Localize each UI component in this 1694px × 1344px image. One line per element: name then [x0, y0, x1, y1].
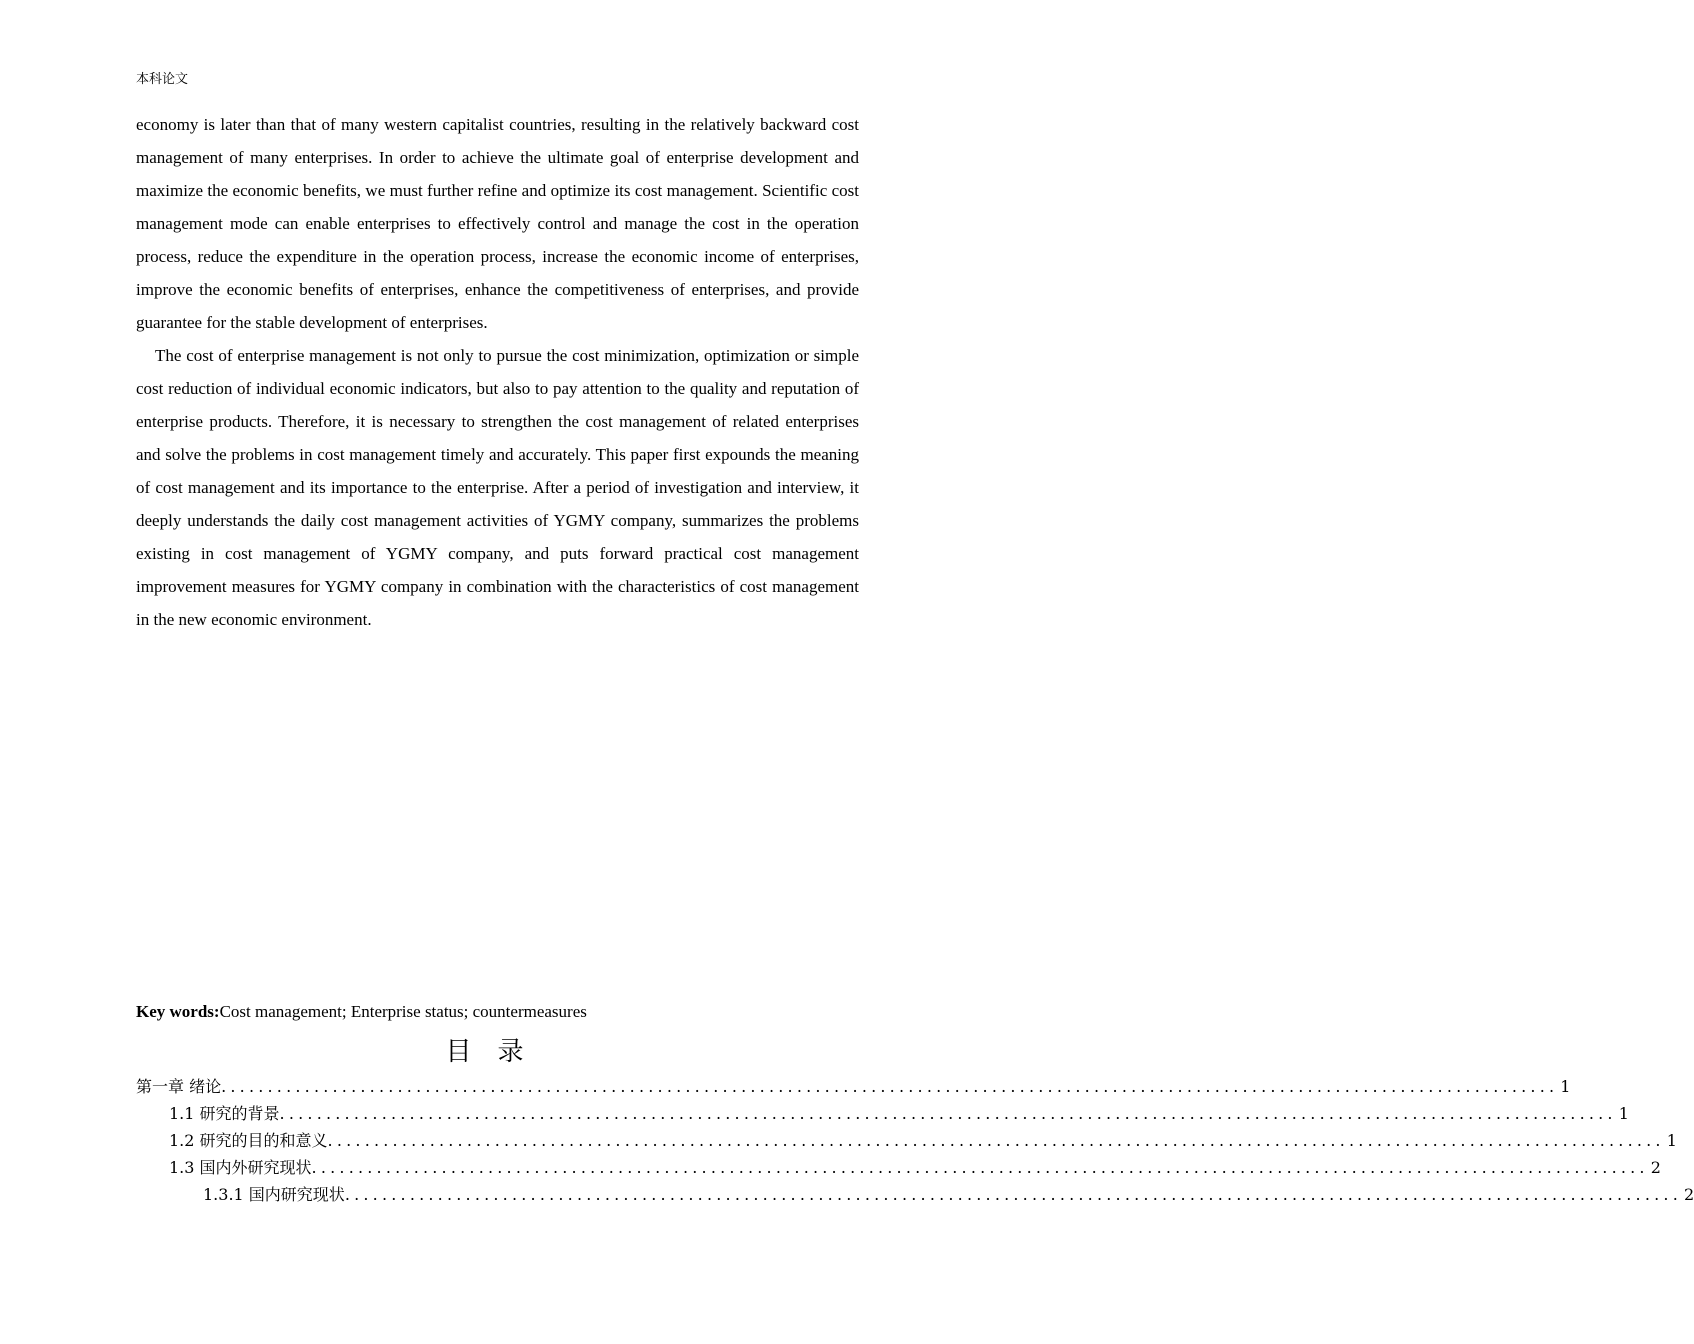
abstract-paragraph: The cost of enterprise management is not only to pursue the cost minimization, optimization or simple cost reduction of individual economic indicators, but also to pay attention to the quality and reputation of enterprise products. Therefore, it is necessary to strengthen the cost management of related enterprises and solve the problems in cost management timely and accurately. This paper first expounds the meaning of cost management and its importance to the enterprise. After a period of investigation and interview, it deeply understands the daily cost management activities of YGMY company, summarizes the problems existing in cost management of YGMY company, and puts forward practical cost management improvement measures for YGMY company in combination with the characteristics of cost management in the new economic environment.	[136, 346, 859, 629]
toc-entry[interactable]	[136, 1100, 1629, 1127]
toc-entry-label: 1.3.1 国内研究现状	[203, 1185, 345, 1204]
toc-entry-page: 1	[1560, 1077, 1571, 1096]
keywords-line	[136, 998, 859, 1026]
toc-entry[interactable]	[136, 1181, 1694, 1208]
toc-entry[interactable]	[136, 1127, 1677, 1154]
toc-entry-page: 1	[1666, 1131, 1677, 1150]
abstract-body	[136, 108, 859, 636]
toc-entry[interactable]	[136, 1154, 1661, 1181]
toc-leader-dots: ................................................................................................................................................	[344, 1185, 1682, 1204]
toc-entry-label: 1.2 研究的目的和意义	[169, 1131, 328, 1150]
toc-entry-label: 1.1 研究的背景	[169, 1104, 280, 1123]
toc-leader-dots: ................................................................................................................................................	[221, 1077, 1559, 1096]
toc-leader-dots: ................................................................................................................................................	[327, 1131, 1665, 1150]
keywords-value: Cost management; Enterprise status; countermeasures	[219, 1002, 587, 1021]
page-header: 本科论文	[136, 71, 189, 86]
toc-leader-dots: ................................................................................................................................................	[279, 1104, 1617, 1123]
toc-leader-dots: ................................................................................................................................................	[311, 1158, 1649, 1177]
toc-entry-page: 1	[1618, 1104, 1629, 1123]
toc-entry-label: 1.3 国内外研究现状	[169, 1158, 312, 1177]
toc-entry-page: 2	[1684, 1185, 1694, 1204]
toc-entry-page: 2	[1650, 1158, 1661, 1177]
abstract-paragraph: economy is later than that of many western capitalist countries, resulting in the relatively backward cost management of many enterprises. In order to achieve the ultimate goal of enterprise development and maximize the economic benefits, we must further refine and optimize its cost management. Scientific cost management mode can enable enterprises to effectively control and manage the cost in the operation process, reduce the expenditure in the operation process, increase the economic income of enterprises, improve the economic benefits of enterprises, enhance the competitiveness of enterprises, and provide guarantee for the stable development of enterprises.	[136, 115, 859, 332]
toc-title: 目录	[445, 1037, 550, 1067]
keywords-label: Key words:	[136, 1002, 220, 1021]
table-of-contents	[136, 1073, 1694, 1208]
toc-entry-label: 第一章 绪论	[136, 1077, 222, 1096]
toc-entry[interactable]	[136, 1073, 1571, 1100]
